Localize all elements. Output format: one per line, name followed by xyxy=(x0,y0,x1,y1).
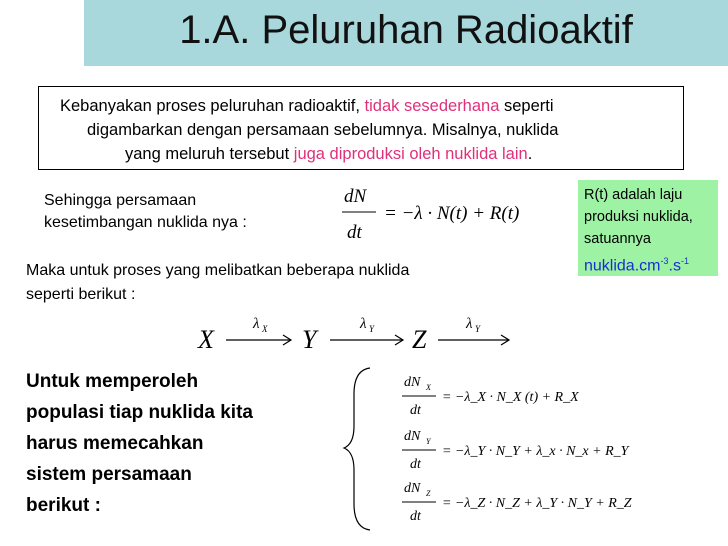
system-line: populasi tiap nuklida kita xyxy=(26,402,253,423)
eq-rhs: = −λ · N(t) + R(t) xyxy=(384,203,520,224)
highlight-text: tidak sesederhana xyxy=(364,97,500,115)
unit-text: nuklida.cm xyxy=(584,257,661,275)
unit-exp: -3 xyxy=(660,256,669,266)
intro-text: yang meluruh tersebut xyxy=(125,145,290,163)
eq2-rhs: = −λ_Y · N_Y + λ_x · N_x + R_Y xyxy=(442,444,629,459)
nuclide-y: Y xyxy=(302,325,317,354)
lambda-y: λ xyxy=(360,316,367,332)
lambda-x: λ xyxy=(253,316,260,332)
eq1-num-sub: X xyxy=(426,383,431,392)
title-bar xyxy=(84,0,728,66)
unit-exp: -1 xyxy=(680,256,689,266)
note-box xyxy=(578,180,718,276)
intro-line-1 xyxy=(60,94,554,118)
curly-brace-icon xyxy=(344,368,370,530)
equilibrium-label-1: Sehingga persamaan xyxy=(44,192,197,209)
chain-intro-2: seperti berikut : xyxy=(26,286,136,303)
system-description xyxy=(26,366,253,521)
nuclide-z: Z xyxy=(412,325,427,354)
eq1-numerator: dN xyxy=(404,375,421,390)
note-line-3: satuannya xyxy=(584,231,651,247)
eq2-num-sub: Y xyxy=(426,437,431,446)
intro-line-3 xyxy=(125,142,532,166)
eq1-rhs: = −λ_X · N_X (t) + R_X xyxy=(442,390,579,405)
lambda-z: λ xyxy=(466,316,473,332)
main-equation xyxy=(330,178,570,248)
eq-denominator: dt xyxy=(347,222,362,243)
system-line: Untuk memperoleh xyxy=(26,371,199,392)
equation-system xyxy=(340,364,670,534)
intro-text: Kebanyakan proses peluruhan radioaktif, xyxy=(60,97,360,115)
eq-numerator: dN xyxy=(344,186,367,207)
eq2-denominator: dt xyxy=(410,457,421,472)
intro-box xyxy=(38,86,684,170)
note-unit xyxy=(584,250,712,277)
highlight-text: juga diproduksi oleh nuklida lain xyxy=(293,145,528,163)
lambda-y-sub: Y xyxy=(369,324,375,334)
decay-chain xyxy=(190,308,520,358)
eq3-numerator: dN xyxy=(404,481,421,496)
chain-intro-1: Maka untuk proses yang melibatkan beberapa nuklida xyxy=(26,262,410,279)
note-line-2: produksi nuklida, xyxy=(584,209,693,225)
nuclide-x: X xyxy=(198,325,214,354)
eq1-denominator: dt xyxy=(410,403,421,418)
lambda-z-sub: Y xyxy=(475,324,481,334)
system-line: sistem persamaan xyxy=(26,464,192,485)
system-line: berikut : xyxy=(26,495,101,516)
intro-text: . xyxy=(527,145,533,163)
slide-title: 1.A. Peluruhan Radioaktif xyxy=(179,8,633,52)
lambda-x-sub: X xyxy=(262,324,268,334)
intro-line-2: digambarkan dengan persamaan sebelumnya. Misalnya, nuklida xyxy=(87,121,559,139)
intro-text: seperti xyxy=(504,97,554,115)
eq3-rhs: = −λ_Z · N_Z + λ_Y · N_Y + R_Z xyxy=(442,496,632,511)
eq3-denominator: dt xyxy=(410,509,421,524)
system-line: harus memecahkan xyxy=(26,433,204,454)
note-line-1: R(t) adalah laju xyxy=(584,187,683,203)
eq2-numerator: dN xyxy=(404,429,421,444)
unit-text: .s xyxy=(668,257,681,275)
equilibrium-label-2: kesetimbangan nuklida nya : xyxy=(44,214,247,231)
eq3-num-sub: Z xyxy=(426,489,431,498)
